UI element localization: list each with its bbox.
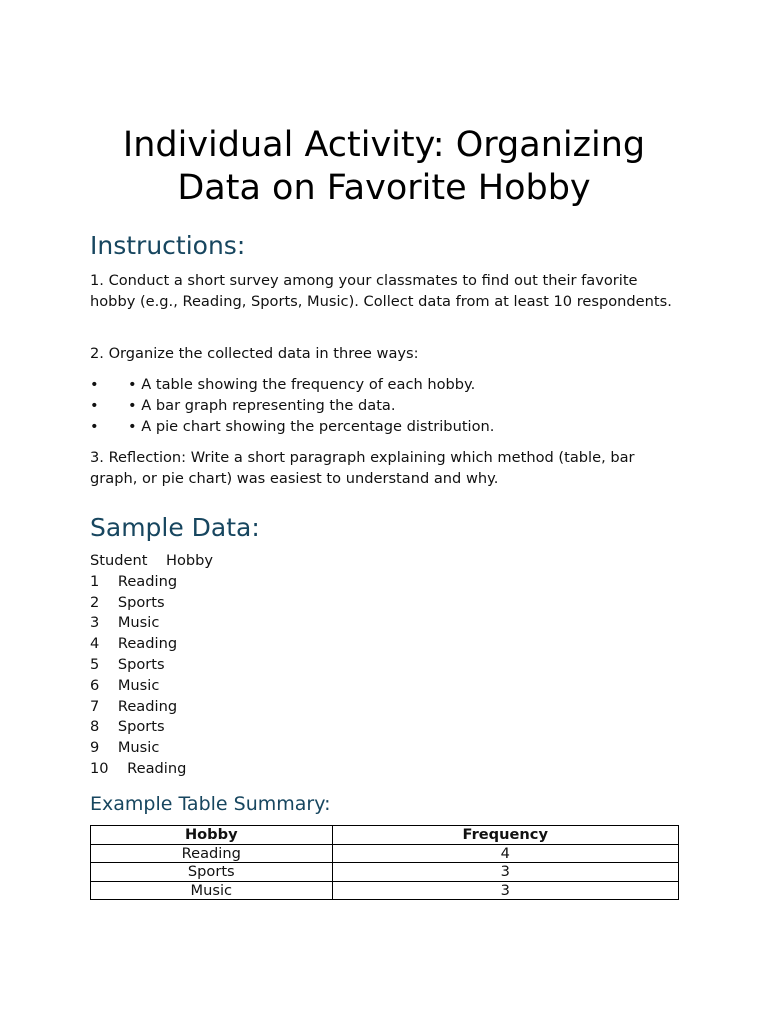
frequency-cell: 4 — [332, 844, 678, 863]
table-summary-heading: Example Table Summary: — [90, 793, 331, 815]
column-header-hobby: Hobby — [91, 826, 333, 845]
list-item — [90, 416, 494, 437]
sample-data-row: 10 Reading — [90, 759, 187, 777]
bullet-text: • A pie chart showing the percentage distribution. — [128, 418, 495, 435]
sample-data-row: 8 Sports — [90, 718, 165, 736]
instruction-step-1: 1. Conduct a short survey among your classmates to find out their favorite hobby (e.g., Reading, Sports, Music). Collect data from at least 10 respondents. — [90, 272, 672, 310]
sample-data-row: 6 Music — [90, 676, 160, 694]
sample-data-list — [90, 551, 213, 780]
sample-data-row: 4 Reading — [90, 635, 178, 653]
table-header-row — [91, 826, 679, 845]
page-title: Individual Activity: Organizing Data on Favorite Hobby — [122, 125, 646, 208]
bullet-text: • A table showing the frequency of each hobby. — [128, 376, 476, 393]
sample-data-row: 1 Reading — [90, 572, 178, 590]
sample-data-header: Student Hobby — [90, 552, 214, 569]
bullet-marker: • — [90, 376, 99, 393]
bullet-text: • A bar graph representing the data. — [128, 397, 396, 414]
instructions-heading: Instructions: — [90, 231, 246, 260]
list-item — [90, 374, 494, 395]
sample-data-row: 9 Music — [90, 739, 160, 757]
hobby-cell: Music — [91, 881, 333, 900]
bullet-marker: • — [90, 397, 99, 414]
hobby-cell: Reading — [91, 844, 333, 863]
instruction-step-2: 2. Organize the collected data in three ways: — [90, 345, 419, 362]
sample-data-heading: Sample Data: — [90, 513, 260, 542]
frequency-cell: 3 — [332, 881, 678, 900]
instruction-bullet-list — [90, 374, 494, 437]
frequency-cell: 3 — [332, 863, 678, 882]
hobby-cell: Sports — [91, 863, 333, 882]
sample-data-row: 7 Reading — [90, 697, 178, 715]
table-row — [91, 844, 679, 863]
column-header-frequency: Frequency — [332, 826, 678, 845]
sample-data-row: 3 Music — [90, 614, 160, 632]
table-row — [91, 881, 679, 900]
table-row — [91, 863, 679, 882]
sample-data-row: 5 Sports — [90, 655, 165, 673]
list-item — [90, 395, 494, 416]
frequency-table — [90, 825, 679, 900]
sample-data-row: 2 Sports — [90, 593, 165, 611]
bullet-marker: • — [90, 418, 99, 435]
instruction-step-3: 3. Reflection: Write a short paragraph explaining which method (table, bar graph, or pie chart) was easiest to understand and why. — [90, 449, 635, 487]
